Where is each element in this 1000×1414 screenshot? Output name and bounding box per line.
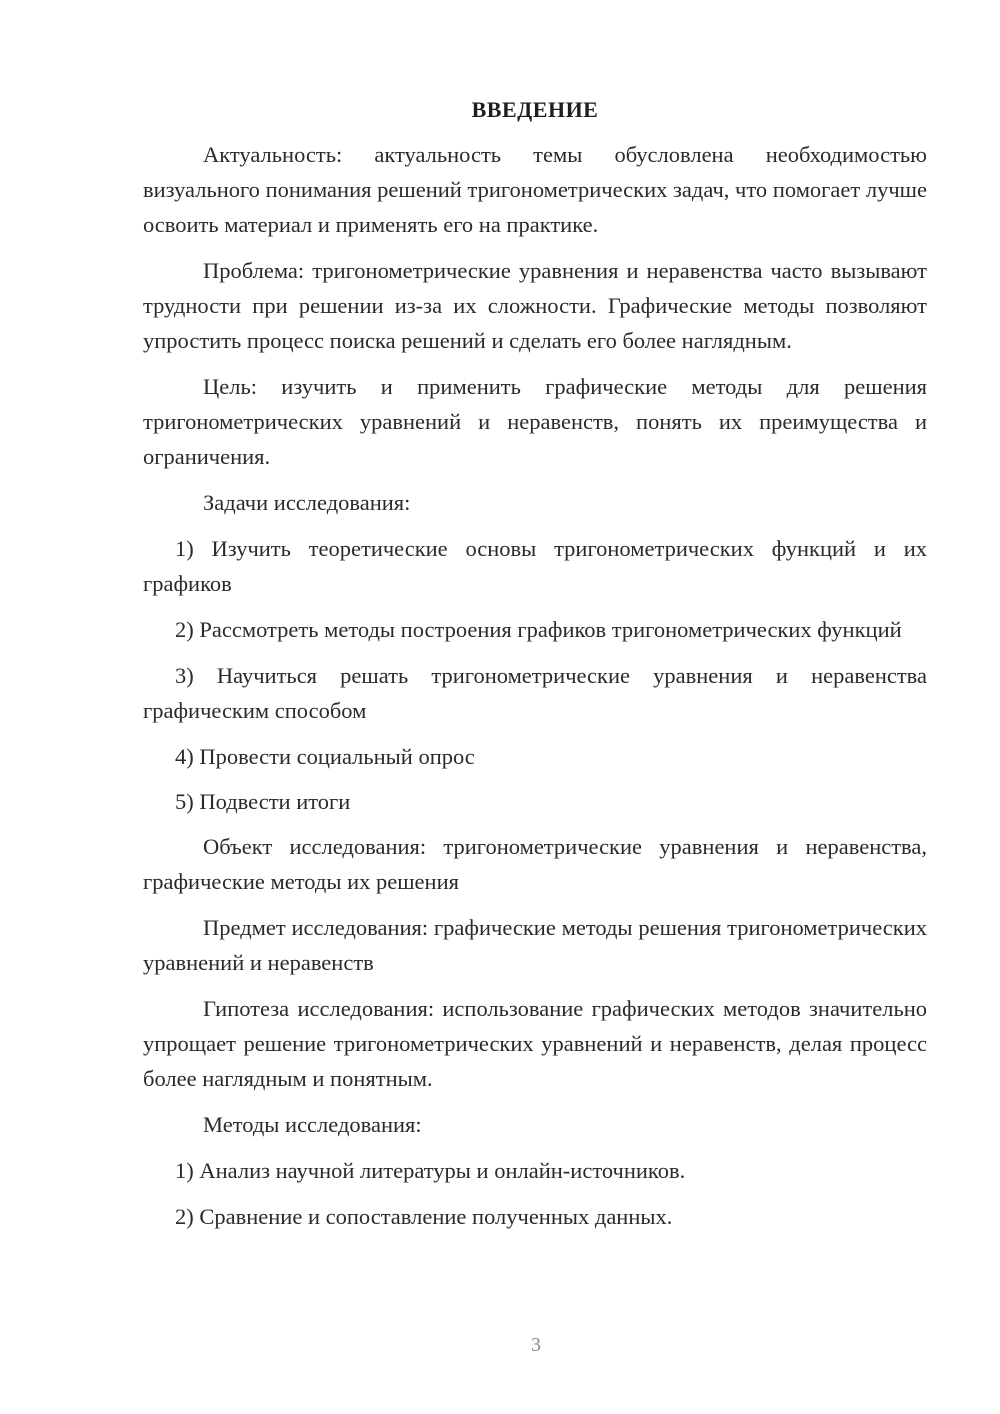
methods-heading: Методы исследования: [203, 1112, 422, 1137]
page-number: 3 [531, 1334, 541, 1356]
object-paragraph: Объект исследования: тригонометрические уравнения и неравенства, графические методы их решения [143, 834, 927, 894]
subject-paragraph: Предмет исследования: графические методы решения тригонометрических уравнений и неравенств [143, 915, 927, 975]
relevance-paragraph: Актуальность: актуальность темы обусловлена необходимостью визуального понимания решений тригонометрических задач, что помогает лучше освоить материал и применять его на практике. [143, 142, 927, 237]
tasks-heading: Задачи исследования: [203, 490, 411, 515]
goal-paragraph: Цель: изучить и применить графические методы для решения тригонометрических уравнений и неравенств, понять их преимущества и ограничения. [143, 374, 927, 469]
method-item: 2) Сравнение и сопоставление полученных данных. [175, 1204, 673, 1229]
task-item: 1) Изучить теоретические основы тригонометрических функций и их графиков [143, 536, 927, 596]
task-item: 5) Подвести итоги [175, 789, 351, 814]
hypothesis-paragraph: Гипотеза исследования: использование графических методов значительно упрощает решение тригонометрических уравнений и неравенств, делая процесс более наглядным и понятным. [143, 996, 927, 1091]
task-item: 4) Провести социальный опрос [175, 744, 475, 769]
method-item: 1) Анализ научной литературы и онлайн-источников. [175, 1158, 686, 1183]
page-body [143, 95, 927, 1234]
problem-paragraph: Проблема: тригонометрические уравнения и неравенства часто вызывают трудности при решении из-за их сложности. Графические методы позволяют упростить процесс поиска решений и сделать его более наглядным. [143, 258, 927, 353]
task-item: 3) Научиться решать тригонометрические уравнения и неравенства графическим способом [143, 663, 927, 723]
page-title: ВВЕДЕНИЕ [471, 97, 599, 122]
task-item: 2) Рассмотреть методы построения графиков тригонометрических функций [175, 617, 902, 642]
